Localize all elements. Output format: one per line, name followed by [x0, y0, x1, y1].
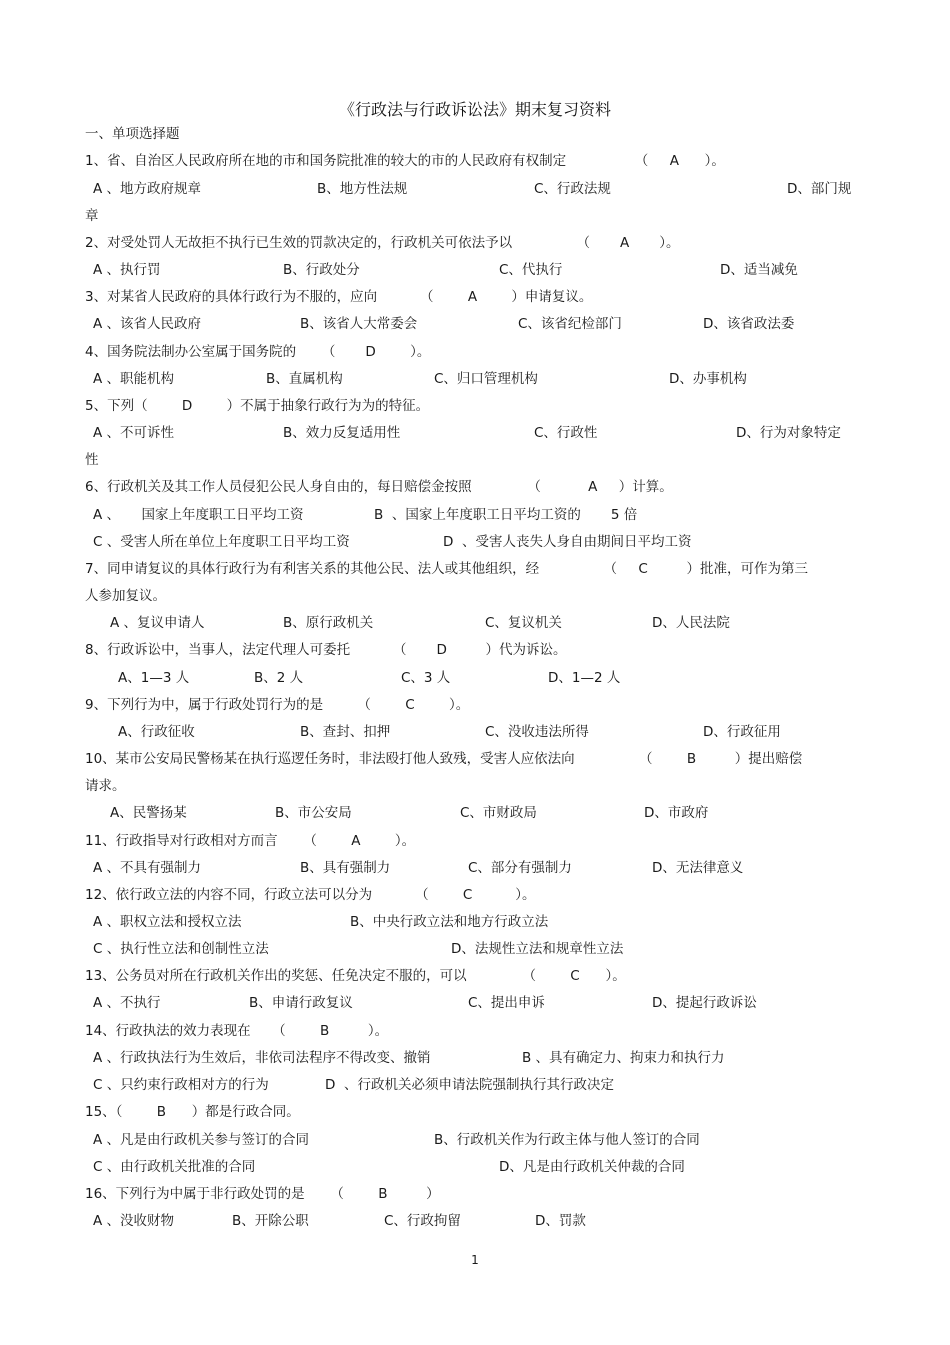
question-1-option-a: A 、地方政府规章 — [93, 181, 202, 197]
question-12-option-a: A 、职权立法和授权立法 — [93, 914, 242, 930]
question-16-option-b: B、开除公职 — [232, 1213, 309, 1229]
question-5-option-b: B、效力反复适用性 — [283, 425, 401, 441]
question-12-option-d: D、法规性立法和规章性立法 — [451, 941, 624, 957]
question-1-option-b: B、地方性法规 — [317, 181, 408, 197]
question-5-option-d: D、行为对象特定 — [736, 425, 841, 441]
question-13-option-a: A 、不执行 — [93, 995, 161, 1011]
question-10-option-d: D、市政府 — [644, 805, 709, 821]
question-2-stem: 2、对受处罚人无故拒不执行已生效的罚款决定的，行政机关可依法予以 （ A ）。 — [85, 235, 680, 251]
question-13-option-c: C、提出申诉 — [468, 995, 545, 1011]
question-7-option-b: B、原行政机关 — [283, 615, 374, 631]
question-16-option-d: D、罚款 — [535, 1213, 586, 1229]
question-10-stem: 10、某市公安局民警杨某在执行巡逻任务时，非法殴打他人致残，受害人应依法向 （ B ）提出赔偿 — [85, 751, 803, 767]
question-7-option-a: A 、复议申请人 — [110, 615, 205, 631]
question-15-option-d: D、凡是由行政机关仲裁的合同 — [499, 1159, 685, 1175]
question-4-option-c: C、归口管理机构 — [434, 371, 538, 387]
question-3-stem: 3、对某省人民政府的具体行政行为不服的，应向 （ A ）申请复议。 — [85, 289, 593, 305]
question-14-stem: 14、行政执法的效力表现在 （ B ）。 — [85, 1023, 389, 1039]
question-13-stem: 13、公务员对所在行政机关作出的奖惩、任免决定不服的，可以 （ C ）。 — [85, 968, 626, 984]
question-3-option-d: D、该省政法委 — [703, 316, 795, 332]
question-11-option-a: A 、不具有强制力 — [93, 860, 202, 876]
question-11-option-c: C、部分有强制力 — [468, 860, 572, 876]
question-1-option-d: D、部门规 — [787, 181, 852, 197]
question-13-option-d: D、提起行政诉讼 — [652, 995, 757, 1011]
document-title: 《行政法与行政诉讼法》期末复习资料 — [338, 100, 611, 119]
question-8-option-d: D、1—2 人 — [548, 670, 621, 686]
question-5-continuation: 性 — [85, 452, 99, 468]
question-2-option-c: C、代执行 — [499, 262, 563, 278]
question-4-option-a: A 、职能机构 — [93, 371, 175, 387]
question-9-option-b: B、查封、扣押 — [300, 724, 391, 740]
question-12-option-c: C 、执行性立法和创制性立法 — [93, 941, 269, 957]
question-11-option-b: B、具有强制力 — [300, 860, 391, 876]
question-4-option-d: D、办事机构 — [669, 371, 747, 387]
question-5-option-c: C、行政性 — [534, 425, 598, 441]
page-number: 1 — [471, 1253, 479, 1267]
question-12-option-b: B、中央行政立法和地方行政立法 — [350, 914, 549, 930]
question-10-option-a: A、民警扬某 — [110, 805, 187, 821]
question-8-stem: 8、行政诉讼中，当事人，法定代理人可委托 （ D ）代为诉讼。 — [85, 642, 567, 658]
question-14-option-d: D 、行政机关必须申请法院强制执行其行政决定 — [325, 1077, 614, 1093]
question-9-option-c: C、没收违法所得 — [485, 724, 589, 740]
question-11-option-d: D、无法律意义 — [652, 860, 744, 876]
question-6-option-b: B 、国家上年度职工日平均工资的 5 倍 — [374, 507, 638, 523]
question-10-option-c: C、市财政局 — [460, 805, 537, 821]
question-1-continuation: 章 — [85, 208, 99, 224]
section-heading: 一、单项选择题 — [85, 126, 180, 142]
question-3-option-a: A 、该省人民政府 — [93, 316, 202, 332]
question-16-stem: 16、下列行为中属于非行政处罚的是 （ B ） — [85, 1186, 440, 1202]
question-2-option-a: A 、执行罚 — [93, 262, 161, 278]
question-5-option-a: A 、不可诉性 — [93, 425, 175, 441]
question-16-option-a: A 、没收财物 — [93, 1213, 175, 1229]
question-2-option-d: D、适当减免 — [720, 262, 798, 278]
question-7-option-d: D、人民法院 — [652, 615, 730, 631]
question-4-stem: 4、国务院法制办公室属于国务院的 （ D ）。 — [85, 344, 431, 360]
question-7-option-c: C、复议机关 — [485, 615, 562, 631]
question-15-option-c: C 、由行政机关批准的合同 — [93, 1159, 256, 1175]
question-10-continuation: 请求。 — [85, 778, 126, 794]
question-11-stem: 11、行政指导对行政相对方而言 （ A ）。 — [85, 833, 416, 849]
question-13-option-b: B、申请行政复议 — [249, 995, 353, 1011]
question-7-continuation: 人参加复议。 — [85, 588, 166, 604]
question-5-stem: 5、下列（ D ）不属于抽象行政行为为的特征。 — [85, 398, 430, 414]
question-3-option-c: C、该省纪检部门 — [518, 316, 622, 332]
question-8-option-b: B、2 人 — [254, 670, 304, 686]
question-15-option-a: A 、凡是由行政机关参与签订的合同 — [93, 1132, 310, 1148]
question-8-option-c: C、3 人 — [401, 670, 451, 686]
question-9-option-a: A、行政征收 — [118, 724, 195, 740]
question-1-option-c: C、行政法规 — [534, 181, 611, 197]
question-16-option-c: C、行政拘留 — [384, 1213, 461, 1229]
question-6-stem: 6、行政机关及其工作人员侵犯公民人身自由的，每日赔偿金按照 （ A ）计算。 — [85, 479, 673, 495]
question-9-stem: 9、下列行为中，属于行政处罚行为的是 （ C ）。 — [85, 697, 470, 713]
question-6-option-c: C 、受害人所在单位上年度职工日平均工资 — [93, 534, 350, 550]
question-1-stem: 1、省、自治区人民政府所在地的市和国务院批准的较大的市的人民政府有权制定 （ A ）。 — [85, 153, 725, 169]
question-14-option-a: A 、行政执法行为生效后，非依司法程序不得改变、撤销 — [93, 1050, 431, 1066]
question-8-option-a: A、1—3 人 — [118, 670, 190, 686]
question-3-option-b: B、该省人大常委会 — [300, 316, 418, 332]
question-14-option-b: B 、具有确定力、拘束力和执行力 — [522, 1050, 725, 1066]
question-15-option-b: B、行政机关作为行政主体与他人签订的合同 — [434, 1132, 700, 1148]
question-6-option-a: A 、 国家上年度职工日平均工资 — [93, 507, 304, 523]
question-9-option-d: D、行政征用 — [703, 724, 781, 740]
question-4-option-b: B、直属机构 — [266, 371, 343, 387]
question-2-option-b: B、行政处分 — [283, 262, 360, 278]
question-15-stem: 15、（ B ）都是行政合同。 — [85, 1104, 300, 1120]
question-7-stem: 7、同申请复议的具体行政行为有利害关系的其他公民、法人或其他组织，经 （ C ）批准，可作为第三 — [85, 561, 808, 577]
question-10-option-b: B、市公安局 — [275, 805, 352, 821]
question-14-option-c: C 、只约束行政相对方的行为 — [93, 1077, 269, 1093]
question-6-option-d: D 、受害人丧失人身自由期间日平均工资 — [443, 534, 692, 550]
question-12-stem: 12、依行政立法的内容不同，行政立法可以分为 （ C ）。 — [85, 887, 536, 903]
